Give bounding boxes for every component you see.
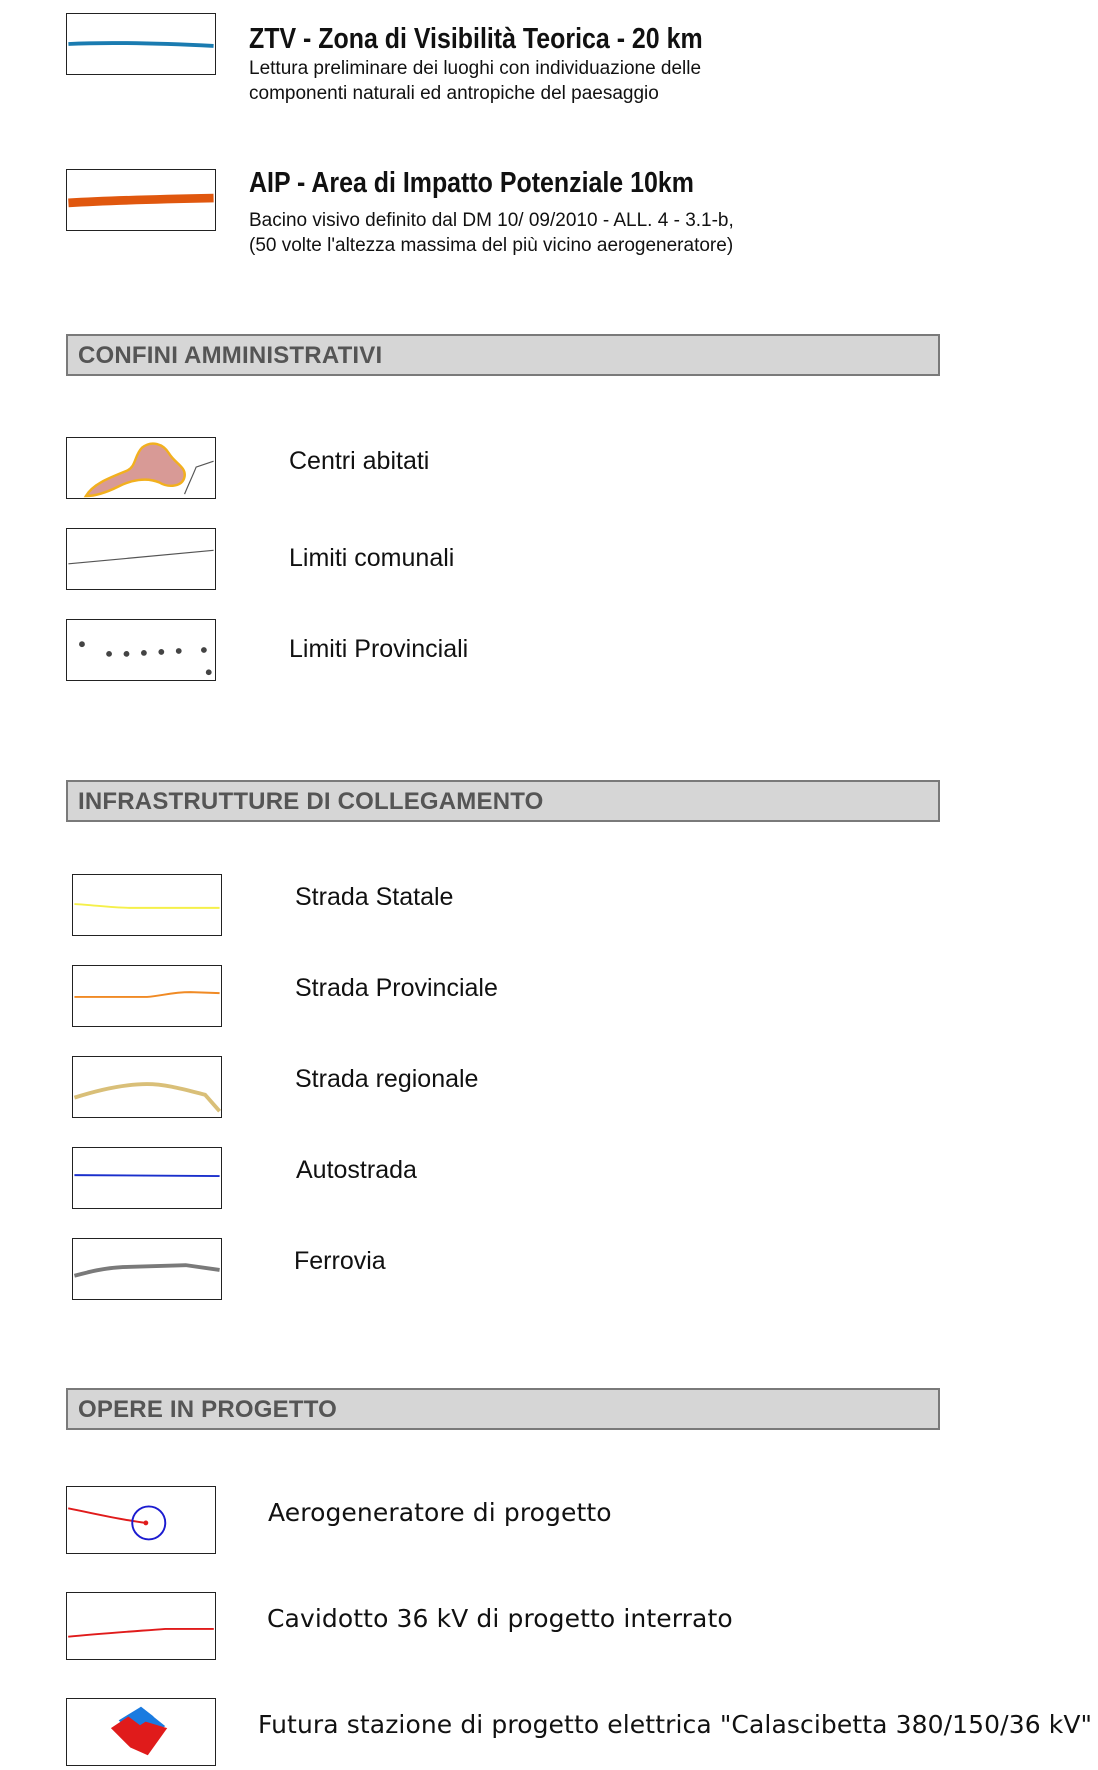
wind-turbine-icon [67, 1487, 215, 1553]
municipal-boundary-line-icon [67, 529, 215, 589]
legend-symbol-strada-regionale [72, 1056, 222, 1118]
legend-label-strada-statale: Strada Statale [295, 883, 454, 911]
settlement-area-icon [67, 438, 215, 498]
legend-symbol-centri-abitati [66, 437, 216, 499]
legend-label-limiti-comunali: Limiti comunali [289, 544, 455, 572]
ztv-description-line1: Lettura preliminare dei luoghi con individuazione delle [249, 58, 702, 79]
provincial-road-line-icon [73, 966, 221, 1026]
aip-description [249, 208, 824, 258]
legend-symbol-stazione-elettrica [66, 1698, 216, 1766]
ztv-description [249, 56, 824, 106]
aip-description-line1: Bacino visivo definito dal DM 10/ 09/2010 - ALL. 4 - 3.1-b, [249, 210, 734, 231]
legend-label-strada-provinciale: Strada Provinciale [295, 974, 498, 1002]
regional-road-line-icon [73, 1057, 221, 1117]
legend-symbol-limiti-provinciali [66, 619, 216, 681]
section-header-opere [66, 1388, 940, 1430]
state-road-line-icon [73, 875, 221, 935]
legend-symbol-ferrovia [72, 1238, 222, 1300]
legend-label-limiti-provinciali: Limiti Provinciali [289, 635, 469, 663]
aip-line-icon [67, 170, 215, 230]
legend-label-strada-regionale: Strada regionale [295, 1065, 479, 1093]
legend-symbol-aerogeneratore [66, 1486, 216, 1554]
aip-symbol [66, 169, 216, 231]
electrical-substation-icon [67, 1699, 215, 1765]
aip-description-line2: (50 volte l'altezza massima del più vicino aerogeneratore) [249, 235, 734, 256]
legend-label-autostrada: Autostrada [296, 1156, 417, 1184]
section-header-infrastrutture [66, 780, 940, 822]
legend-symbol-strada-provinciale [72, 965, 222, 1027]
underground-cable-line-icon [67, 1593, 215, 1659]
section-title-infrastrutture: INFRASTRUTTURE DI COLLEGAMENTO [78, 788, 544, 815]
ztv-symbol [66, 13, 216, 75]
legend-symbol-strada-statale [72, 874, 222, 936]
section-header-confini [66, 334, 940, 376]
aip-title: AIP - Area di Impatto Potenziale 10km [249, 167, 694, 199]
legend-label-stazione-elettrica: Futura stazione di progetto elettrica "Calascibetta 380/150/36 kV" [258, 1710, 1093, 1739]
legend-label-ferrovia: Ferrovia [294, 1247, 386, 1275]
legend-symbol-autostrada [72, 1147, 222, 1209]
highway-line-icon [73, 1148, 221, 1208]
ztv-line-icon [67, 14, 215, 74]
legend-symbol-limiti-comunali [66, 528, 216, 590]
ztv-title: ZTV - Zona di Visibilità Teorica - 20 km [249, 23, 703, 55]
section-title-confini: CONFINI AMMINISTRATIVI [78, 342, 383, 369]
ztv-description-line2: componenti naturali ed antropiche del paesaggio [249, 83, 659, 104]
section-title-opere: OPERE IN PROGETTO [78, 1396, 337, 1423]
legend-label-centri-abitati: Centri abitati [289, 447, 430, 475]
legend-label-aerogeneratore: Aerogeneratore di progetto [268, 1498, 612, 1527]
legend-label-cavidotto: Cavidotto 36 kV di progetto interrato [267, 1604, 733, 1633]
railway-line-icon [73, 1239, 221, 1299]
legend-symbol-cavidotto [66, 1592, 216, 1660]
provincial-boundary-dots-icon [67, 620, 215, 680]
